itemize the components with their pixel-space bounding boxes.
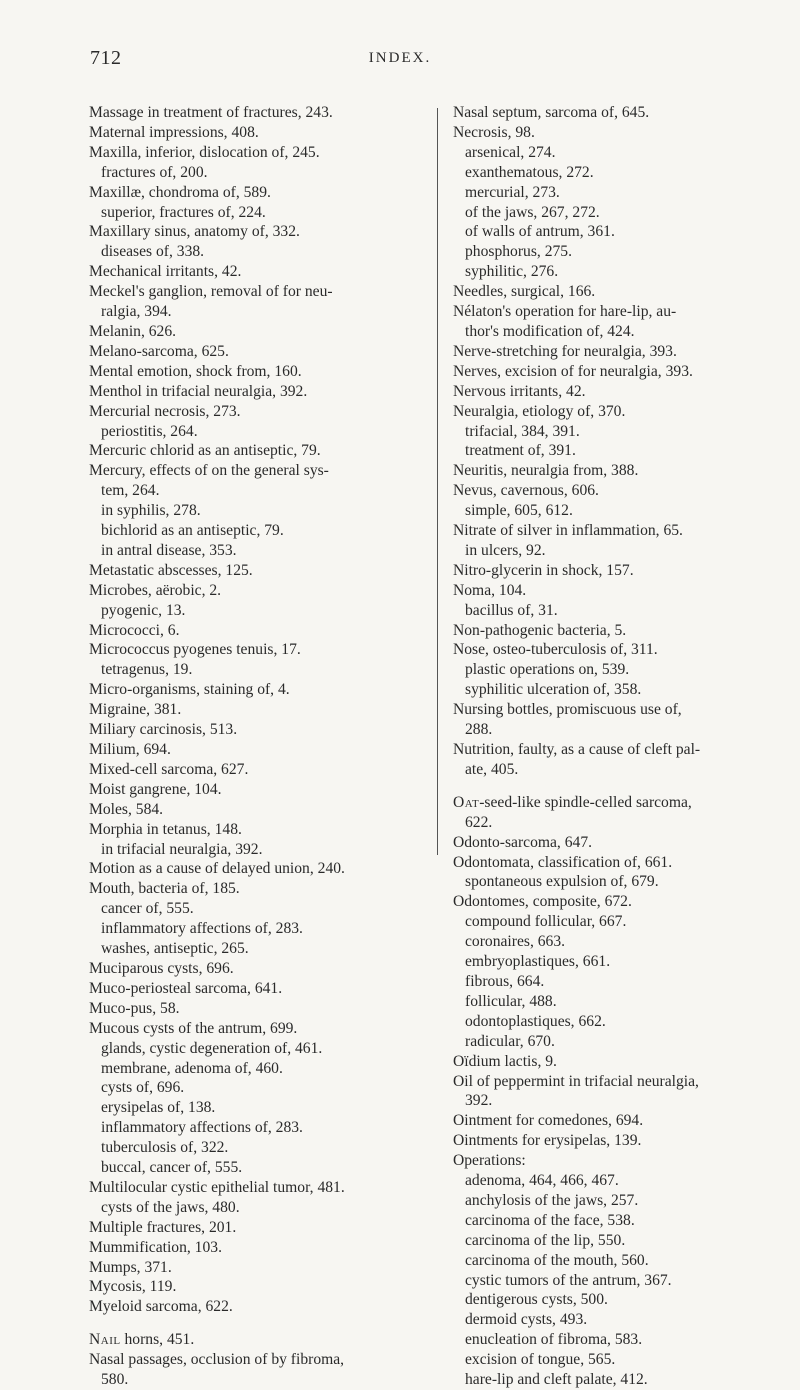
index-subentry: of walls of antrum, 361. — [465, 223, 615, 241]
index-subentry: in ulcers, 92. — [465, 541, 546, 559]
index-entry: Mummification, 103. — [89, 1238, 222, 1256]
index-entry: Nitro-glycerin in shock, 157. — [453, 561, 634, 579]
index-entry: Nail horns, 451. — [89, 1331, 195, 1349]
index-subentry: in antral disease, 353. — [101, 541, 237, 559]
index-entry: Mercuric chlorid as an antiseptic, 79. — [89, 442, 321, 460]
index-entry: Mumps, 371. — [89, 1258, 172, 1276]
index-entry: Meckel's ganglion, removal of for neu- — [89, 283, 333, 301]
index-subentry: tuberculosis of, 322. — [101, 1139, 229, 1157]
index-entry: Neuritis, neuralgia from, 388. — [453, 462, 639, 480]
index-entry: Nélaton's operation for hare-lip, au- — [453, 303, 677, 321]
index-entry: Multiple fractures, 201. — [89, 1218, 237, 1236]
index-entry: Microbes, aërobic, 2. — [89, 581, 222, 599]
section-gap — [89, 1317, 424, 1330]
index-entry: Oil of peppermint in trifacial neuralgia, — [453, 1072, 699, 1090]
index-subentry: phosphorus, 275. — [465, 243, 572, 261]
index-entry: Odontomata, classification of, 661. — [453, 853, 673, 871]
index-subentry: carcinoma of the lip, 550. — [465, 1231, 626, 1249]
index-subentry: 288. — [465, 721, 493, 739]
index-entry: Mouth, bacteria of, 185. — [89, 880, 240, 898]
index-subentry: cysts of, 696. — [101, 1079, 185, 1097]
index-entry: Ointments for erysipelas, 139. — [453, 1132, 642, 1150]
index-column-left — [89, 103, 424, 1390]
index-entry: Morphia in tetanus, 148. — [89, 820, 242, 838]
index-subentry: thor's modification of, 424. — [465, 322, 635, 340]
index-entry: Myeloid sarcoma, 622. — [89, 1298, 233, 1316]
index-subentry: dermoid cysts, 493. — [465, 1311, 588, 1329]
index-subentry: fractures of, 200. — [101, 163, 208, 181]
index-subentry: bichlorid as an antiseptic, 79. — [101, 522, 284, 540]
index-subentry: adenoma, 464, 466, 467. — [465, 1172, 619, 1190]
index-entry: Menthol in trifacial neuralgia, 392. — [89, 382, 308, 400]
index-subentry: erysipelas of, 138. — [101, 1099, 216, 1117]
index-subentry: bacillus of, 31. — [465, 601, 558, 619]
index-entry: Metastatic abscesses, 125. — [89, 561, 253, 579]
index-entry: Nutrition, faulty, as a cause of cleft pal- — [453, 741, 701, 758]
index-subentry: trifacial, 384, 391. — [465, 422, 580, 440]
index-entry: Operations: — [453, 1152, 526, 1170]
index-entry: Muco-pus, 58. — [89, 999, 180, 1017]
index-entry: Necrosis, 98. — [453, 123, 535, 141]
section-gap — [453, 780, 791, 793]
index-entry: Muciparous cysts, 696. — [89, 959, 234, 977]
index-subentry: spontaneous expulsion of, 679. — [465, 873, 659, 891]
index-subentry: follicular, 488. — [465, 992, 557, 1010]
index-subentry: superior, fractures of, 224. — [101, 203, 266, 221]
index-subentry: radicular, 670. — [465, 1032, 555, 1050]
index-entry: Maxillæ, chondroma of, 589. — [89, 183, 271, 201]
index-subentry: diseases of, 338. — [101, 243, 205, 261]
index-subentry: 622. — [465, 813, 493, 831]
index-entry: Mechanical irritants, 42. — [89, 263, 242, 281]
index-subentry: excision of tongue, 565. — [465, 1351, 616, 1369]
index-subentry: in syphilis, 278. — [101, 502, 201, 520]
index-entry: Oïdium lactis, 9. — [453, 1052, 557, 1070]
index-entry: Non-pathogenic bacteria, 5. — [453, 621, 627, 639]
index-subentry: membrane, adenoma of, 460. — [101, 1059, 283, 1077]
index-entry: Melanin, 626. — [89, 322, 177, 340]
index-subentry: inflammatory affections of, 283. — [101, 920, 303, 938]
index-subentry: tem, 264. — [101, 482, 160, 500]
index-entry: Maternal impressions, 408. — [89, 123, 259, 141]
index-entry: Migraine, 381. — [89, 701, 182, 719]
index-column-right — [453, 103, 791, 1390]
index-subentry: cysts of the jaws, 480. — [101, 1198, 240, 1216]
index-subentry: tetragenus, 19. — [101, 661, 193, 679]
index-subentry: syphilitic ulceration of, 358. — [465, 681, 642, 699]
index-subentry: carcinoma of the face, 538. — [465, 1211, 635, 1229]
index-subentry: compound follicular, 667. — [465, 913, 627, 931]
index-entry: Massage in treatment of fractures, 243. — [89, 104, 333, 121]
index-subentry: simple, 605, 612. — [465, 502, 573, 520]
index-subentry: washes, antiseptic, 265. — [101, 940, 249, 958]
index-subentry: pyogenic, 13. — [101, 601, 186, 619]
page-number: 712 — [90, 47, 122, 69]
index-entry: Odontomes, composite, 672. — [453, 893, 632, 911]
index-entry: Mucous cysts of the antrum, 699. — [89, 1019, 298, 1037]
index-entry: Nevus, cavernous, 606. — [453, 482, 599, 500]
index-subentry: anchylosis of the jaws, 257. — [465, 1191, 639, 1209]
index-subentry: embryoplastiques, 661. — [465, 953, 611, 971]
index-entry: Ointment for comedones, 694. — [453, 1112, 644, 1130]
index-subentry: carcinoma of the mouth, 560. — [465, 1251, 649, 1269]
index-subentry: ate, 405. — [465, 760, 519, 778]
index-entry: Nasal septum, sarcoma of, 645. — [453, 104, 650, 121]
index-entry: Mercurial necrosis, 273. — [89, 402, 241, 420]
index-entry: Melano-sarcoma, 625. — [89, 342, 229, 360]
index-subentry: coronaires, 663. — [465, 933, 566, 951]
index-entry: Muco-periosteal sarcoma, 641. — [89, 979, 283, 997]
index-subentry: syphilitic, 276. — [465, 263, 559, 281]
index-subentry: arsenical, 274. — [465, 143, 556, 161]
index-subentry: in trifacial neuralgia, 392. — [101, 840, 263, 858]
index-entry: Nervous irritants, 42. — [453, 382, 586, 400]
index-entry: Maxillary sinus, anatomy of, 332. — [89, 223, 300, 241]
index-entry: Mycosis, 119. — [89, 1278, 177, 1296]
index-subentry: plastic operations on, 539. — [465, 661, 630, 679]
index-subentry: dentigerous cysts, 500. — [465, 1291, 608, 1309]
index-subentry: ralgia, 394. — [101, 303, 172, 321]
index-entry: Milium, 694. — [89, 741, 171, 758]
index-subentry: treatment of, 391. — [465, 442, 576, 460]
index-subentry: enucleation of fibroma, 583. — [465, 1331, 643, 1349]
index-entry: Oat-seed-like spindle-celled sarcoma, — [453, 793, 692, 811]
index-entry: Nerves, excision of for neuralgia, 393. — [453, 362, 693, 380]
index-entry: Motion as a cause of delayed union, 240. — [89, 860, 345, 878]
index-subentry: exanthematous, 272. — [465, 163, 594, 181]
index-entry: Moist gangrene, 104. — [89, 780, 222, 798]
index-entry: Mental emotion, shock from, 160. — [89, 362, 302, 380]
column-divider — [437, 108, 438, 855]
index-entry: Maxilla, inferior, dislocation of, 245. — [89, 143, 320, 161]
index-subentry: odontoplastiques, 662. — [465, 1012, 606, 1030]
index-entry: Nitrate of silver in inflammation, 65. — [453, 522, 683, 540]
index-entry: Neuralgia, etiology of, 370. — [453, 402, 626, 420]
index-subentry: fibrous, 664. — [465, 972, 545, 990]
index-subentry: inflammatory affections of, 283. — [101, 1119, 303, 1137]
index-subentry: of the jaws, 267, 272. — [465, 203, 600, 221]
index-entry: Micrococci, 6. — [89, 621, 180, 639]
index-entry: Multilocular cystic epithelial tumor, 481. — [89, 1178, 345, 1196]
index-entry: Micro-organisms, staining of, 4. — [89, 681, 290, 699]
index-subentry: cancer of, 555. — [101, 900, 194, 918]
index-entry: Needles, surgical, 166. — [453, 283, 596, 301]
index-entry: Miliary carcinosis, 513. — [89, 721, 238, 739]
index-entry: Nursing bottles, promiscuous use of, — [453, 701, 682, 719]
index-entry: Nerve-stretching for neuralgia, 393. — [453, 342, 677, 360]
index-entry: Mercury, effects of on the general sys- — [89, 462, 329, 480]
index-entry: Moles, 584. — [89, 800, 164, 818]
index-subentry: periostitis, 264. — [101, 422, 198, 440]
index-entry: Noma, 104. — [453, 581, 527, 599]
index-subentry: buccal, cancer of, 555. — [101, 1159, 243, 1177]
index-entry: Mixed-cell sarcoma, 627. — [89, 760, 249, 778]
index-subentry: mercurial, 273. — [465, 183, 560, 201]
index-subentry: 580. — [101, 1371, 129, 1389]
index-entry: Nasal passages, occlusion of by fibroma, — [89, 1351, 345, 1369]
index-subentry: cystic tumors of the antrum, 367. — [465, 1271, 672, 1289]
index-entry: Nose, osteo-tuberculosis of, 311. — [453, 641, 658, 659]
running-head: INDEX. — [368, 50, 432, 66]
index-subentry: 392. — [465, 1092, 493, 1110]
index-subentry: glands, cystic degeneration of, 461. — [101, 1039, 323, 1057]
index-entry: Odonto-sarcoma, 647. — [453, 833, 593, 851]
index-entry: Micrococcus pyogenes tenuis, 17. — [89, 641, 301, 659]
index-subentry: hare-lip and cleft palate, 412. — [465, 1371, 648, 1389]
